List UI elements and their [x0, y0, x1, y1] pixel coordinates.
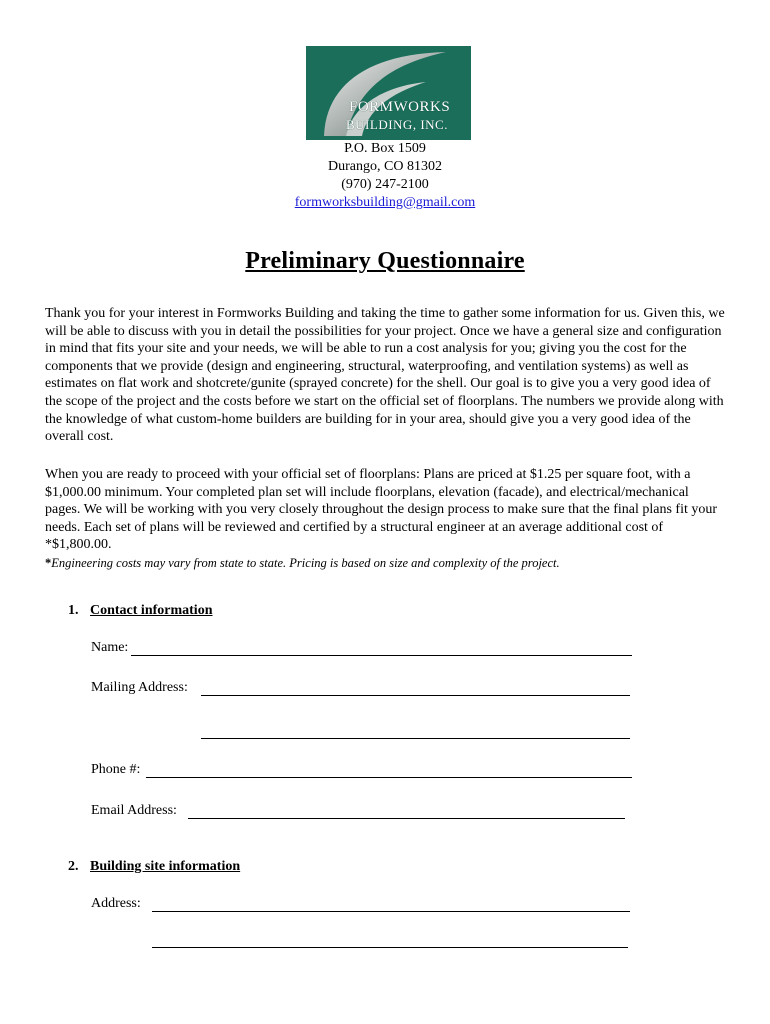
formworks-logo: [306, 46, 471, 140]
email-address-label: Email Address:: [91, 803, 177, 818]
pricing-paragraph: When you are ready to proceed with your official set of floorplans: Plans are priced at $1.25 per square foot, with a $1,000.00 minimum. Your completed plan set will include floorplans, elevation (facade), and electrical/mechanical pages. We will be working with you very closely throughout the design process to make sure that the final plans fit your needs. Each set of plans will be reviewed and certified by a structural engineer at an average additional cost of *$1,800.00.: [45, 467, 718, 553]
note-text: Engineering costs may vary from state to state. Pricing is based on size and complexity of the project.: [51, 556, 560, 570]
note-asterisk: *: [45, 556, 52, 570]
site-address-label: Address:: [91, 896, 141, 911]
mailing-address-label: Mailing Address:: [91, 680, 188, 695]
logo-text-line1: FORMWORKS: [349, 99, 451, 115]
logo-text-line2: BUILDING, INC.: [346, 117, 448, 132]
section-building-site-heading: [68, 859, 240, 875]
email-link[interactable]: formworksbuilding@gmail.com: [294, 195, 476, 210]
company-address-block: [0, 140, 770, 212]
section-contact-heading: [68, 603, 213, 619]
phone-field-line[interactable]: [146, 777, 632, 778]
site-address-line1[interactable]: [152, 911, 630, 912]
engineering-note: [45, 556, 725, 571]
section-number: 2.: [68, 859, 79, 874]
page-title: Preliminary Questionnaire: [245, 248, 525, 274]
name-field-line[interactable]: [131, 655, 632, 656]
city-state-zip: Durango, CO 81302: [328, 159, 442, 174]
mailing-address-line2[interactable]: [201, 738, 630, 739]
email-field-line[interactable]: [188, 818, 625, 819]
phone-number: (970) 247-2100: [341, 177, 429, 192]
section-number: 1.: [68, 603, 79, 618]
intro-paragraph: Thank you for your interest in Formworks Building and taking the time to gather some information for us. Given this, we will be able to discuss with you in detail the possibilities for your project. Once we have a general size and configuration in mind that fits your site and your needs, we will be able to run a cost analysis for you; giving you the cost for the components that we provide (design and engineering, structural, waterproofing, and ventilation systems) as well as estimates on flat work and shotcrete/gunite (sprayed concrete) for the shell. Our goal is to give you a very good idea of the scope of the project and the costs before we start on the official set of floorplans. The numbers we provide along with the knowledge of what custom-home builders are building for in your area, should give you a very good idea of the overall cost.: [45, 306, 725, 445]
section-title: Building site information: [90, 859, 241, 874]
phone-label: Phone #:: [91, 762, 141, 777]
section-title: Contact information: [90, 603, 213, 618]
site-address-line2[interactable]: [152, 947, 628, 948]
name-label: Name:: [91, 640, 129, 655]
mailing-address-line1[interactable]: [201, 695, 630, 696]
po-box: P.O. Box 1509: [344, 141, 426, 156]
